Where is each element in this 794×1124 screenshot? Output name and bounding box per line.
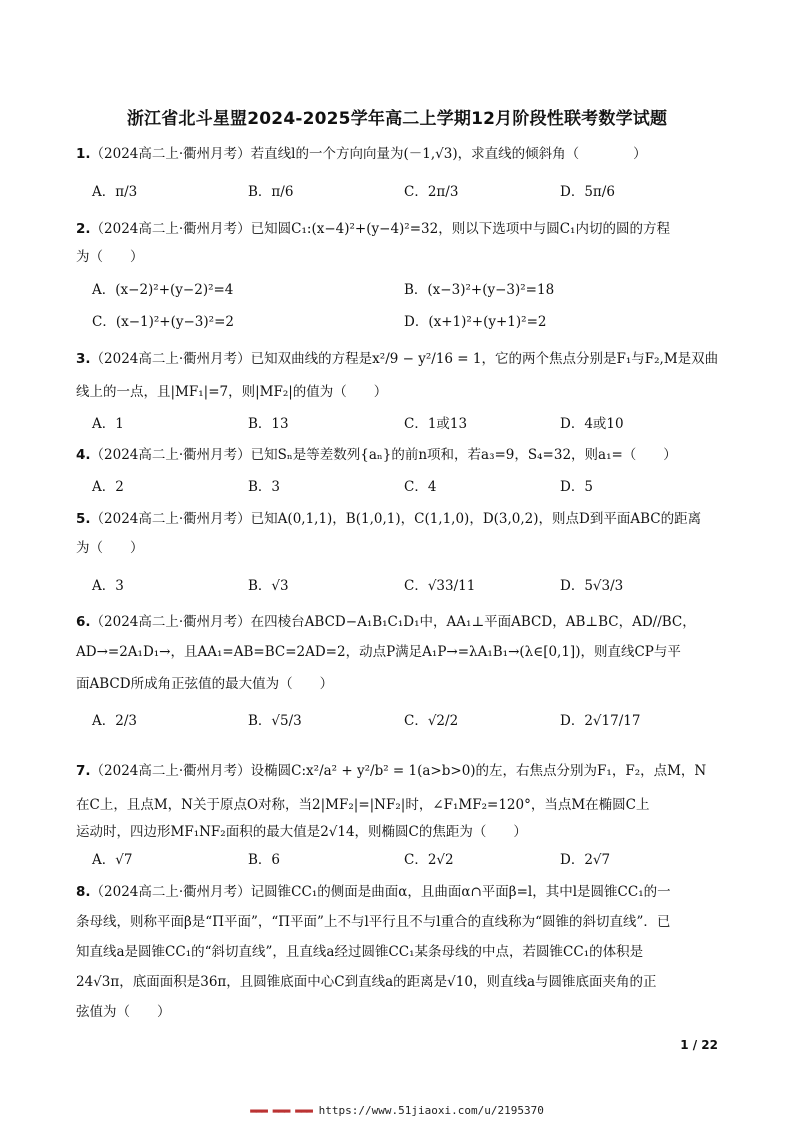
question-text: （2024高二上·衢州月考）在四棱台ABCD−A₁B₁C₁D₁中，AA₁⊥平面ABCD，AB⊥BC，AD//BC， (90, 614, 696, 630)
option-c: C．2√2 (404, 852, 454, 868)
question-7-line-3: 运动时，四边形MF₁NF₂面积的最大值是2√14，则椭圆C的焦距为（ ） (76, 824, 527, 840)
option-a: A．2 (92, 479, 124, 495)
option-c: C．1或13 (404, 416, 468, 432)
question-number: 8. (76, 884, 91, 900)
footer-watermark (0, 1104, 794, 1117)
option-c: C．√33/11 (404, 578, 476, 594)
option-a: A．1 (92, 416, 124, 432)
option-c: C．(x−1)²+(y−3)²=2 (92, 314, 234, 330)
question-2 (76, 219, 720, 239)
question-5-line-2: 为（ ） (76, 540, 144, 556)
option-d: D．5 (560, 479, 593, 495)
question-text: （2024高二上·衢州月考）若直线l的一个方向向量为(－1,√3)，求直线的倾斜角（ ） (90, 146, 647, 162)
footer-url[interactable]: https://www.51jiaoxi.com/u/2195370 (318, 1104, 544, 1117)
option-b: B．3 (248, 479, 281, 495)
question-7-line-2: 在C上，且点M，N关于原点O对称，当2|MF₂|=|NF₂|时，∠F₁MF₂=120°，当点M在椭圆C上 (76, 797, 650, 813)
question-number: 5. (76, 511, 91, 527)
question-1 (76, 144, 720, 164)
option-a: A．3 (92, 578, 124, 594)
question-2-line-2: 为（ ） (76, 249, 144, 265)
option-b: B．13 (248, 416, 289, 432)
question-8-line-3: 知直线a是圆锥CC₁的“斜切直线”，且直线a经过圆锥CC₁某条母线的中点，若圆锥CC₁的体积是 (76, 944, 644, 960)
question-7 (76, 761, 720, 781)
watermark-decoration: ▬▬▬ ▬▬▬ ▬▬▬ (250, 1104, 313, 1117)
page-title: 浙江省北斗星盟2024-2025学年高二上学期12月阶段性联考数学试题 (126, 109, 668, 129)
question-text: （2024高二上·衢州月考）记圆锥CC₁的侧面是曲面α，且曲面α∩平面β=l，其中l是圆锥CC₁的一 (90, 884, 671, 900)
option-b: B．(x−3)²+(y−3)²=18 (404, 282, 555, 298)
question-5 (76, 509, 720, 529)
option-a: A．(x−2)²+(y−2)²=4 (92, 282, 234, 298)
option-c: C．2π/3 (404, 184, 459, 200)
option-a: A．2/3 (92, 713, 137, 729)
option-a: A．π/3 (92, 184, 138, 200)
option-d: D．5π/6 (560, 184, 615, 200)
question-3-line-2: 线上的一点，且|MF₁|=7，则|MF₂|的值为（ ） (76, 384, 388, 400)
question-8-line-5: 弦值为（ ） (76, 1004, 171, 1020)
page-number: 1 / 22 (680, 1038, 718, 1052)
option-a: A．√7 (92, 852, 133, 868)
option-d: D．2√17/17 (560, 713, 641, 729)
question-text: （2024高二上·衢州月考）已知圆C₁:(x−4)²+(y−4)²=32，则以下选项中与圆C₁内切的圆的方程 (90, 221, 670, 237)
question-text: （2024高二上·衢州月考）已知双曲线的方程是x²/9 − y²/16 = 1，它的两个焦点分别是F₁与F₂,M是双曲 (90, 351, 719, 367)
question-number: 3. (76, 351, 91, 367)
option-b: B．6 (248, 852, 281, 868)
question-8 (76, 882, 720, 902)
question-8-line-4: 24√3π，底面面积是36π，且圆锥底面中心C到直线a的距离是√10，则直线a与圆锥底面夹角的正 (76, 974, 657, 990)
option-b: B．√3 (248, 578, 289, 594)
option-d: D．2√7 (560, 852, 611, 868)
question-number: 4. (76, 447, 91, 463)
question-6-line-3: 面ABCD所成角正弦值的最大值为（ ） (76, 676, 334, 692)
question-number: 1. (76, 146, 91, 162)
question-6 (76, 612, 720, 632)
question-number: 2. (76, 221, 91, 237)
question-text: （2024高二上·衢州月考）已知Sₙ是等差数列{aₙ}的前n项和，若a₃=9，S₄=32，则a₁=（ ） (90, 447, 677, 463)
option-c: C．√2/2 (404, 713, 459, 729)
option-d: D．5√3/3 (560, 578, 624, 594)
question-text: （2024高二上·衢州月考）已知A(0,1,1)，B(1,0,1)，C(1,1,0)，D(3,0,2)，则点D到平面ABC的距离 (90, 511, 702, 527)
option-b: B．√5/3 (248, 713, 302, 729)
option-d: D．4或10 (560, 416, 624, 432)
question-number: 6. (76, 614, 91, 630)
question-8-line-2: 条母线，则称平面β是“Π平面”，“Π平面”上不与l平行且不与l重合的直线称为“圆锥的斜切直线”．已 (76, 914, 671, 930)
question-3 (76, 349, 720, 369)
option-d: D．(x+1)²+(y+1)²=2 (404, 314, 547, 330)
question-number: 7. (76, 763, 91, 779)
question-6-line-2: AD→=2A₁D₁→，且AA₁=AB=BC=2AD=2，动点P满足A₁P→=λA₁B₁→(λ∈[0,1])，则直线CP与平 (76, 644, 681, 660)
option-b: B．π/6 (248, 184, 294, 200)
question-4 (76, 445, 720, 465)
question-text: （2024高二上·衢州月考）设椭圆C:x²/a² + y²/b² = 1(a>b>0)的左，右焦点分别为F₁，F₂，点M，N (90, 763, 707, 779)
option-c: C．4 (404, 479, 437, 495)
